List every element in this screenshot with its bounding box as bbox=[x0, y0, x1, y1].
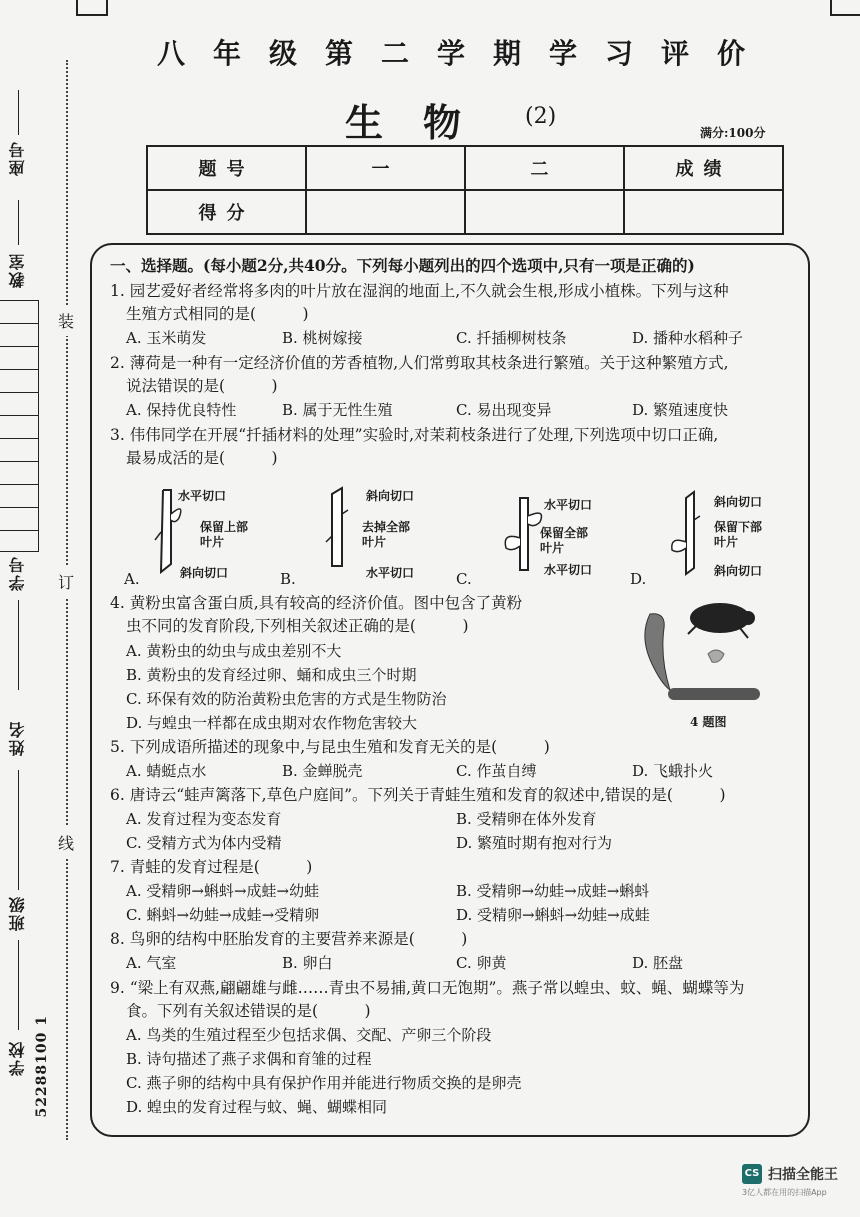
binding-dashed-line bbox=[66, 60, 68, 1140]
q3-option-c[interactable]: C. bbox=[456, 570, 472, 588]
q3-fig-d-top: 斜向切口 bbox=[714, 495, 763, 509]
q5-option-d[interactable]: D. 飞蛾扑火 bbox=[632, 762, 714, 780]
mealworm-stages-image bbox=[636, 598, 766, 710]
q3-fig-b-mid: 去掉全部 bbox=[362, 520, 411, 534]
q2-option-c[interactable]: C. 易出现变异 bbox=[456, 401, 552, 419]
school-label: 学校 bbox=[8, 1040, 27, 1076]
question-2-line-1: 2. 薄荷是一种有一定经济价值的芳香植物,人们常剪取其枝条进行繁殖。关于这种繁殖方式, bbox=[110, 354, 729, 372]
question-9-line-1: 9. “梁上有双燕,翩翩雄与雌……青虫不易捕,黄口无饱期”。燕子常以蝗虫、蚊、蝇、蝴蝶等为 bbox=[110, 979, 745, 997]
student-no-label: 学号 bbox=[8, 555, 27, 591]
full-score: 满分:100分 bbox=[700, 126, 766, 140]
q3-fig-c-top: 水平切口 bbox=[544, 498, 593, 512]
binding-ding: 订 bbox=[58, 566, 74, 597]
page-title: 八年级第二学期学习评价 bbox=[156, 37, 773, 70]
camscanner-logo-icon: CS bbox=[742, 1164, 762, 1184]
q3-fig-d-stem bbox=[664, 490, 714, 580]
q1-option-a[interactable]: A. 玉米萌发 bbox=[126, 329, 207, 347]
q9-option-d[interactable]: D. 蝗虫的发育过程与蚊、蝇、蝴蝶相同 bbox=[126, 1098, 388, 1116]
question-5-line-1: 5. 下列成语所描述的现象中,与昆虫生殖和发育无关的是( ) bbox=[110, 738, 550, 756]
score-cell[interactable] bbox=[465, 190, 624, 234]
q3-fig-c-mid: 保留全部 bbox=[540, 526, 589, 540]
scanner-tagline: 3亿人都在用的扫描App bbox=[742, 1188, 827, 1197]
q3-option-a[interactable]: A. bbox=[124, 570, 140, 588]
q8-option-a[interactable]: A. 气室 bbox=[126, 954, 177, 972]
q5-option-c[interactable]: C. 作茧自缚 bbox=[456, 762, 537, 780]
question-1-line-1: 1. 园艺爱好者经常将多肉的叶片放在湿润的地面上,不久就会生根,形成小植株。下列与这种 bbox=[110, 282, 729, 300]
q5-option-b[interactable]: B. 金蝉脱壳 bbox=[282, 762, 363, 780]
q3-fig-d-mid: 保留下部 bbox=[714, 520, 763, 534]
school-code: 52288100 1 bbox=[34, 1015, 50, 1118]
q9-option-c[interactable]: C. 燕子卵的结构中具有保护作用并能进行物质交换的是卵壳 bbox=[126, 1074, 522, 1092]
score-table-header-cell: 二 bbox=[465, 146, 624, 190]
question-4-line-2: 虫不同的发育阶段,下列相关叙述正确的是( ) bbox=[126, 617, 469, 635]
q6-option-d[interactable]: D. 繁殖时期有抱对行为 bbox=[456, 834, 613, 852]
room-label: 教室 bbox=[8, 252, 27, 288]
q8-option-d[interactable]: D. 胚盘 bbox=[632, 954, 684, 972]
q4-option-d[interactable]: D. 与蝗虫一样都在成虫期对农作物危害较大 bbox=[126, 714, 418, 732]
q1-option-d[interactable]: D. 播种水稻种子 bbox=[632, 329, 744, 347]
q7-option-a[interactable]: A. 受精卵→蝌蚪→成蛙→幼蛙 bbox=[126, 882, 320, 900]
q3-option-d[interactable]: D. bbox=[630, 570, 647, 588]
room-line bbox=[18, 200, 19, 245]
question-1-line-2: 生殖方式相同的是( ) bbox=[126, 305, 309, 323]
q8-option-b[interactable]: B. 卵白 bbox=[282, 954, 333, 972]
q1-option-b[interactable]: B. 桃树嫁接 bbox=[282, 329, 363, 347]
q2-option-b[interactable]: B. 属于无性生殖 bbox=[282, 401, 393, 419]
q3-fig-b-top: 斜向切口 bbox=[366, 489, 415, 503]
score-cell[interactable] bbox=[306, 190, 465, 234]
q4-option-b[interactable]: B. 黄粉虫的发育经过卵、蛹和成虫三个时期 bbox=[126, 666, 417, 684]
q3-fig-d-mid2: 叶片 bbox=[714, 535, 739, 549]
score-cell[interactable] bbox=[624, 190, 783, 234]
q3-fig-b-mid2: 叶片 bbox=[362, 535, 387, 549]
q3-fig-a-top: 水平切口 bbox=[178, 489, 227, 503]
q3-fig-c-bottom: 水平切口 bbox=[544, 563, 593, 577]
q3-fig-a-bottom: 斜向切口 bbox=[180, 566, 229, 580]
question-3-line-2: 最易成活的是( ) bbox=[126, 449, 278, 467]
q3-fig-b-stem bbox=[318, 484, 358, 580]
q3-fig-a-mid: 保留上部 bbox=[200, 520, 249, 534]
q6-option-c[interactable]: C. 受精方式为体内受精 bbox=[126, 834, 282, 852]
score-table-header-cell: 成绩 bbox=[624, 146, 783, 190]
q1-option-c[interactable]: C. 扦插柳树枝条 bbox=[456, 329, 567, 347]
q9-option-a[interactable]: A. 鸟类的生殖过程至少包括求偶、交配、产卵三个阶段 bbox=[126, 1026, 492, 1044]
score-table-header-cell: 题号 bbox=[147, 146, 306, 190]
q4-option-a[interactable]: A. 黄粉虫的幼虫与成虫差别不大 bbox=[126, 642, 342, 660]
seat-line bbox=[18, 90, 19, 135]
question-9-line-2: 食。下列有关叙述错误的是( ) bbox=[126, 1002, 371, 1020]
scanner-brand: 扫描全能王 bbox=[768, 1167, 838, 1183]
q2-option-a[interactable]: A. 保持优良特性 bbox=[126, 401, 237, 419]
subject-number: (2) bbox=[525, 104, 557, 129]
class-line bbox=[18, 770, 19, 890]
score-table bbox=[146, 145, 784, 235]
q6-option-a[interactable]: A. 发育过程为变态发育 bbox=[126, 810, 282, 828]
question-6-line-1: 6. 唐诗云“蛙声篱落下,草色户庭间”。下列关于青蛙生殖和发育的叙述中,错误的是( ) bbox=[110, 786, 726, 804]
question-3-line-1: 3. 伟伟同学在开展“扦插材料的处理”实验时,对茉莉枝条进行了处理,下列选项中切口正确, bbox=[110, 426, 719, 444]
q3-fig-a-mid2: 叶片 bbox=[200, 535, 225, 549]
class-label: 班级 bbox=[8, 895, 27, 931]
q7-option-d[interactable]: D. 受精卵→蝌蚪→幼蛙→成蛙 bbox=[456, 906, 650, 924]
scanner-watermark bbox=[742, 1164, 838, 1198]
q5-option-a[interactable]: A. 蜻蜓点水 bbox=[126, 762, 207, 780]
name-label: 姓名 bbox=[8, 720, 27, 756]
q3-option-b[interactable]: B. bbox=[280, 570, 296, 588]
q3-fig-d-bottom: 斜向切口 bbox=[714, 564, 763, 578]
question-4-line-1: 4. 黄粉虫富含蛋白质,具有较高的经济价值。图中包含了黄粉 bbox=[110, 594, 523, 612]
q7-option-c[interactable]: C. 蝌蚪→幼蛙→成蛙→受精卵 bbox=[126, 906, 320, 924]
school-line bbox=[18, 940, 19, 1030]
question-2-line-2: 说法错误的是( ) bbox=[126, 377, 278, 395]
q8-option-c[interactable]: C. 卵黄 bbox=[456, 954, 507, 972]
question-7-line-1: 7. 青蛙的发育过程是( ) bbox=[110, 858, 313, 876]
binding-xian: 线 bbox=[58, 827, 74, 858]
q2-option-d[interactable]: D. 繁殖速度快 bbox=[632, 401, 729, 419]
q7-option-b[interactable]: B. 受精卵→幼蛙→成蛙→蝌蚪 bbox=[456, 882, 650, 900]
q3-fig-c-mid2: 叶片 bbox=[540, 541, 565, 555]
q4-option-c[interactable]: C. 环保有效的防治黄粉虫危害的方式是生物防治 bbox=[126, 690, 447, 708]
corner-mark-left bbox=[76, 0, 108, 16]
score-table-row-label: 得分 bbox=[147, 190, 306, 234]
name-line bbox=[18, 600, 19, 690]
corner-mark-right bbox=[830, 0, 860, 16]
q4-figure-caption: 4 题图 bbox=[690, 715, 727, 729]
seat-label: 座号 bbox=[8, 140, 27, 176]
section-heading: 一、选择题。(每小题2分,共40分。下列每小题列出的四个选项中,只有一项是正确的) bbox=[110, 256, 695, 275]
score-table-header-cell: 一 bbox=[306, 146, 465, 190]
subject-title: 生物 bbox=[345, 100, 502, 145]
q3-fig-b-bottom: 水平切口 bbox=[366, 566, 415, 580]
binding-zhuang: 装 bbox=[58, 305, 74, 336]
question-8-line-1: 8. 鸟卵的结构中胚胎发育的主要营养来源是( ) bbox=[110, 930, 468, 948]
q6-option-b[interactable]: B. 受精卵在体外发育 bbox=[456, 810, 597, 828]
seat-grid bbox=[0, 300, 39, 552]
q9-option-b[interactable]: B. 诗句描述了燕子求偶和育雏的过程 bbox=[126, 1050, 372, 1068]
